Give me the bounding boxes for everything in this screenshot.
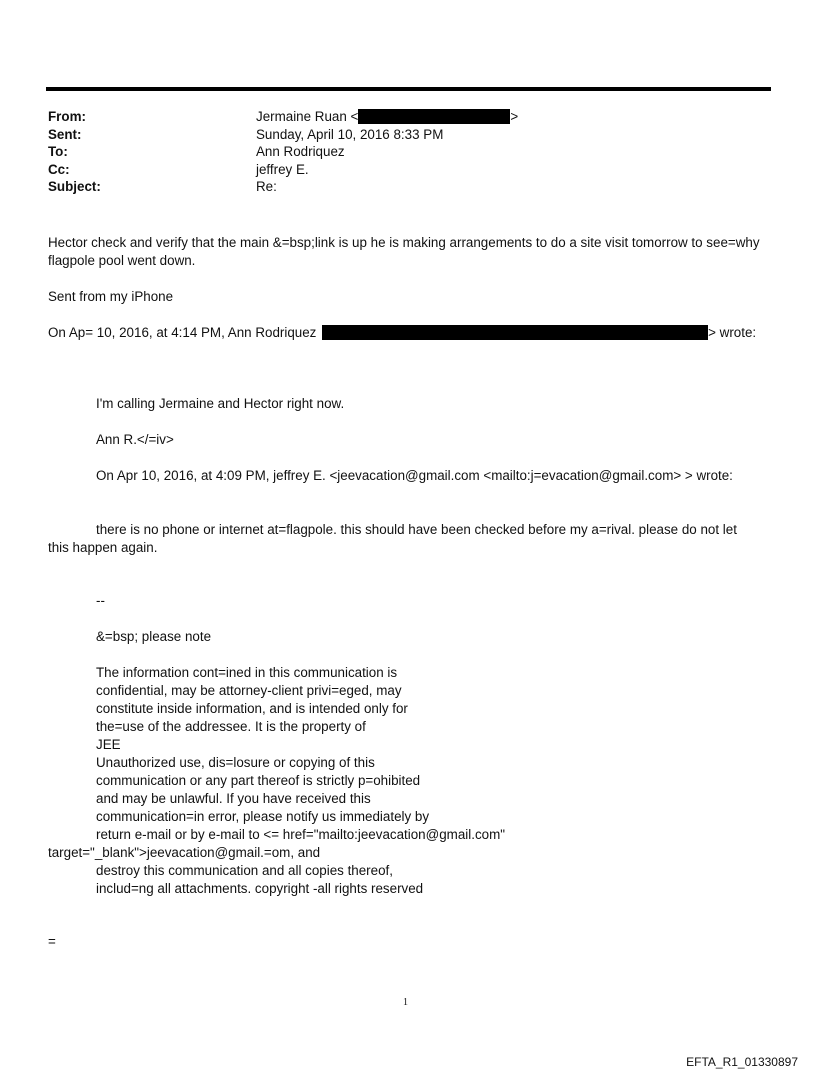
- subject-value: Re:: [256, 179, 277, 194]
- quote-header-1-suffix: > wrote:: [708, 325, 757, 340]
- subject-label: Subject:: [48, 179, 101, 194]
- signature: Sent from my iPhone: [48, 289, 174, 304]
- sent-row: [48, 126, 768, 144]
- disclaimer-line: return e-mail or by e-mail to <= href="mailto:jeevacation@gmail.com": [96, 827, 505, 842]
- cc-label: Cc:: [48, 161, 70, 177]
- reply-line-1: Hector check and verify that the main &=bsp;link is up he is making arrangements to do a site visit tomorrow to see=why: [48, 235, 760, 250]
- ann-signoff: Ann R.</=iv>: [96, 432, 174, 447]
- please-note: &=bsp; please note: [96, 629, 212, 644]
- jeffrey-line-2: this happen again.: [48, 540, 158, 555]
- subject-row: [48, 178, 768, 196]
- from-row: [48, 108, 768, 126]
- quote-header-1: [48, 324, 756, 342]
- redaction-box: [322, 325, 708, 340]
- disclaimer-line: Unauthorized use, dis=losure or copying of this: [96, 755, 375, 770]
- from-close: >: [510, 109, 519, 124]
- disclaimer-line: communication=in error, please notify us immediately by: [96, 809, 430, 824]
- disclaimer-wrap-line: target="_blank">jeevacation@gmail.=om, and: [48, 845, 321, 860]
- cc-value: jeffrey E.: [256, 161, 309, 177]
- to-row: [48, 143, 768, 161]
- sent-label: Sent:: [48, 126, 82, 142]
- reply-line-2: flagpole pool went down.: [48, 253, 196, 268]
- bates-number: EFTA_R1_01330897: [686, 1055, 798, 1069]
- disclaimer-line: the=use of the addressee. It is the property of: [96, 719, 366, 734]
- trailing-equals: =: [48, 934, 56, 949]
- from-label: From:: [48, 109, 86, 124]
- email-header: [48, 108, 768, 196]
- from-name: Jermaine Ruan <: [256, 109, 359, 124]
- disclaimer-line: and may be unlawful. If you have received this: [96, 791, 371, 806]
- separator-dashes: --: [96, 593, 105, 608]
- disclaimer-line: constitute inside information, and is intended only for: [96, 701, 408, 716]
- ann-message: I'm calling Jermaine and Hector right now.: [96, 396, 345, 411]
- cc-row: [48, 161, 768, 179]
- redaction-box: [358, 109, 510, 124]
- disclaimer-line: destroy this communication and all copies thereof,: [96, 863, 393, 878]
- sent-value: Sunday, April 10, 2016 8:33 PM: [256, 126, 444, 142]
- page-number: 1: [403, 997, 408, 1008]
- disclaimer: [48, 664, 505, 898]
- disclaimer-line: The information cont=ined in this communication is: [96, 665, 398, 680]
- disclaimer-line: JEE: [96, 737, 121, 752]
- quote-header-1-prefix: On Ap= 10, 2016, at 4:14 PM, Ann Rodriquez: [48, 325, 317, 340]
- disclaimer-line: communication or any part thereof is strictly p=ohibited: [96, 773, 421, 788]
- disclaimer-line: confidential, may be attorney-client privi=eged, may: [96, 683, 402, 698]
- from-value: [256, 108, 518, 126]
- jeffrey-line-1: there is no phone or internet at=flagpole. this should have been checked before my a=rival. please do not let: [96, 522, 737, 537]
- disclaimer-line: includ=ng all attachments. copyright -all rights reserved: [96, 881, 424, 896]
- quote-header-2: On Apr 10, 2016, at 4:09 PM, jeffrey E. <jeevacation@gmail.com <mailto:j=evacation@gmail.com> > wrote:: [96, 468, 733, 483]
- header-rule: [46, 87, 771, 91]
- to-label: To:: [48, 144, 68, 159]
- to-value: Ann Rodriquez: [256, 144, 345, 159]
